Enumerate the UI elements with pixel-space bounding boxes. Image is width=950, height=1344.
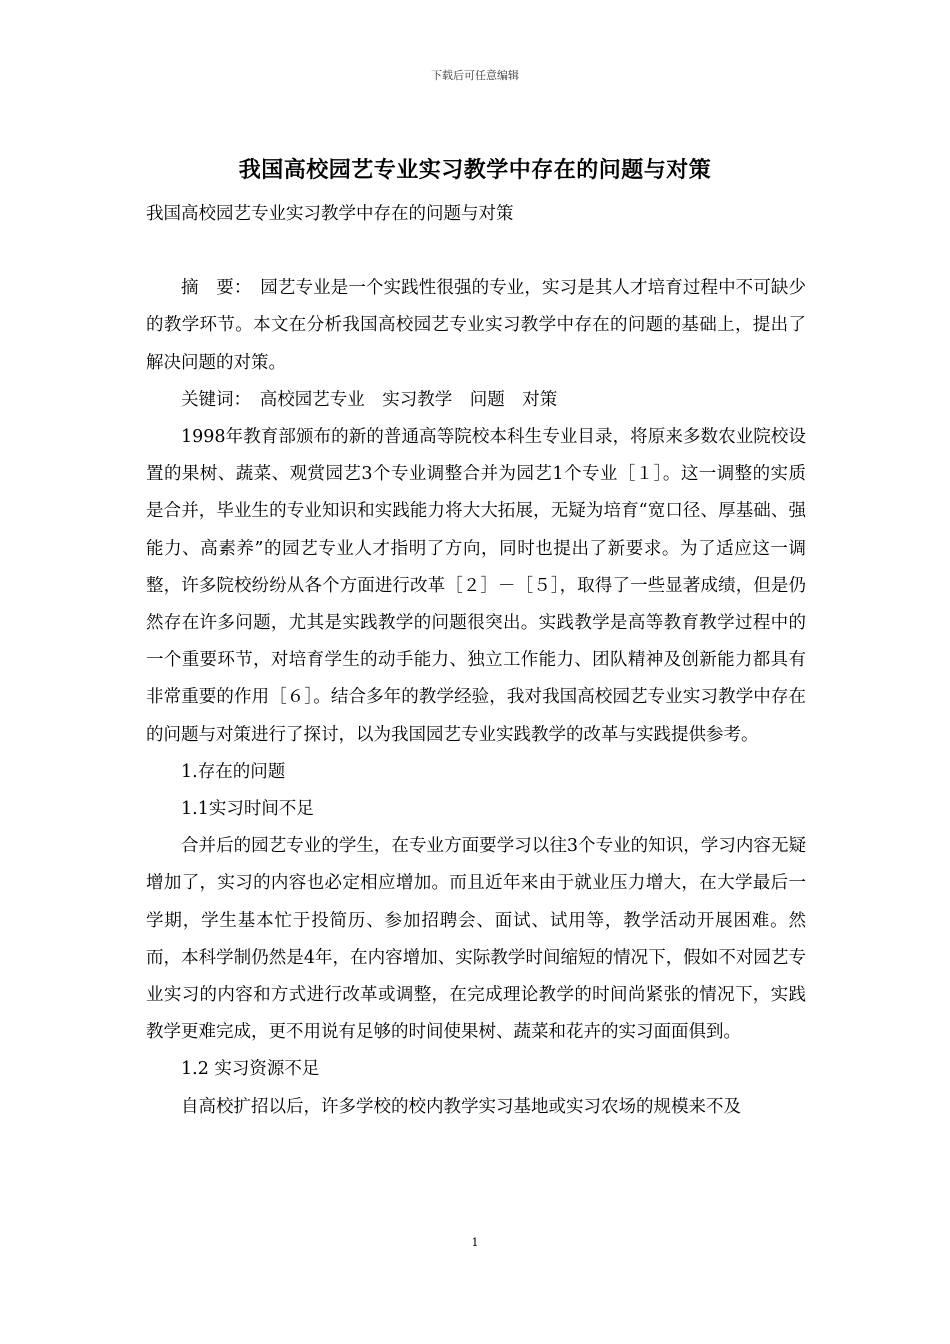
blank-line [146, 233, 806, 270]
document-title: 我国高校园艺专业实习教学中存在的问题与对策 [238, 157, 712, 183]
paragraph-1-2: 自高校扩招以后，许多学校的校内教学实习基地或实习农场的规模来不及 [181, 1096, 741, 1117]
section-heading-1-2: 1.2 实习资源不足 [181, 1059, 320, 1080]
document-body [146, 196, 806, 1126]
paragraph-1-1: 合并后的园艺专业的学生，在专业方面要学习以往3个专业的知识，学习内容无疑增加了，实习的内容也必定相应增加。而且近年来由于就业压力增大，在大学最后一学期，学生基本忙于投简历、参加招聘会、面试、试用等，教学活动开展困难。然而，本科学制仍然是4年，在内容增加、实际教学时间缩短的情况下，假如不对园艺专业实习的内容和方式进行改革或调整，在完成理论教学的时间尚紧张的情况下，实践教学更难完成，更不用说有足够的时间使果树、蔬菜和花卉的实习面面俱到。 [146, 836, 806, 1043]
section-heading-1-1: 1.1实习时间不足 [181, 799, 314, 820]
intro-paragraph: 1998年教育部颁布的新的普通高等院校本科生专业目录，将原来多数农业院校设置的果树、蔬菜、观赏园艺3个专业调整合并为园艺1个专业［１］。这一调整的实质是合并，毕业生的专业知识和实践能力将大大拓展，无疑为培育“宽口径、厚基础、强能力、高素养”的园艺专业人才指明了方向，同时也提出了新要求。为了适应这一调整，许多院校纷纷从各个方面进行改革［２］－［５］，取得了一些显著成绩，但是仍然存在许多问题，尤其是实践教学的问题很突出。实践教学是高等教育教学过程中的一个重要环节，对培育学生的动手能力、独立工作能力、团队精神及创新能力都具有非常重要的作用［６］。结合多年的教学经验，我对我国高校园艺专业实习教学中存在的问题与对策进行了探讨，以为我国园艺专业实践教学的改革与实践提供参考。 [146, 427, 806, 745]
header-note: 下载后可任意编辑 [431, 69, 519, 82]
keywords-paragraph: 关键词： 高校园艺专业 实习教学 问题 对策 [181, 389, 558, 410]
section-heading-1: 1.存在的问题 [181, 761, 286, 782]
abstract-paragraph: 摘 要： 园艺专业是一个实践性很强的专业，实习是其人才培育过程中不可缺少的教学环节。本文在分析我国高校园艺专业实习教学中存在的问题的基础上，提出了解决问题的对策。 [146, 278, 806, 373]
page-number: 1 [471, 1236, 479, 1249]
subtitle: 我国高校园艺专业实习教学中存在的问题与对策 [146, 204, 514, 224]
